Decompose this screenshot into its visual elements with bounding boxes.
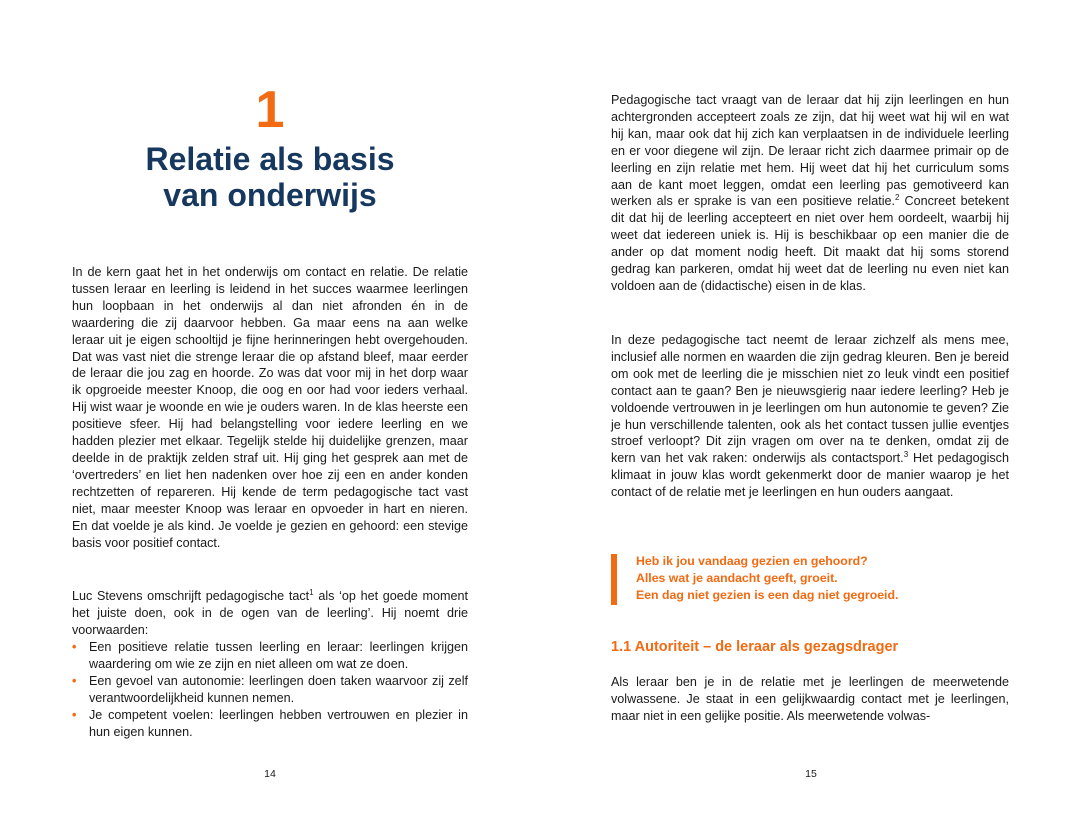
list-item (72, 639, 468, 673)
right-paragraph-2-text-a: In deze pedagogische tact neemt de leraar zichzelf als mens mee, inclusief alle normen en waarden die zijn gedrag kleuren. Ben je bereid om ook met de leerling die je misschien niet zo leuk vindt een positief contact aan te gaan? Ben je nieuwsgierig naar iedere leerling? Heb je voldoende vertrouwen in je leerlingen om hun autonomie te geven? Zie je hun verschillende talenten, ook als het contact tussen jullie eventjes stroef verloopt? Dit zijn vragen om over na te denken, omdat zij de kern van het vak raken: onderwijs als contactsport. (611, 333, 1009, 466)
right-paragraph-2-text-b: Het pedagogisch klimaat in jouw klas wordt gekenmerkt door de manier waarop je het contact of de relatie met je leerlingen en hun ouders aangaat. (611, 451, 1009, 500)
page-number-left: 14 (264, 768, 276, 780)
list-item (72, 707, 468, 741)
bullet-icon: • (72, 640, 77, 654)
right-paragraph-2 (611, 332, 1009, 501)
footnote-ref-1: 1 (309, 587, 314, 597)
list-item (72, 673, 468, 707)
right-paragraph-1-text-a: Pedagogische tact vraagt van de leraar dat hij zijn leerlingen en hun achtergronden accepteert zoals ze zijn, dat hij weet wat hij wil en wat hij kan, maar ook dat hij zich kan verplaatsen in de individuele leerling en er voor diegene wil zijn. De leraar richt zich daarmee primair op de leerling en zijn relatie met hem. Hij weet dat hij het curriculum soms aan de kant moet leggen, omdat een leerling pas gemotiveerd kan werken als er sprake is van een positieve relatie. (611, 93, 1009, 209)
footnote-ref-3: 3 (903, 450, 909, 460)
bullet-icon: • (72, 707, 77, 722)
quote-line: Heb ik jou vandaag gezien en gehoord? (636, 554, 868, 568)
left-paragraph-1: In de kern gaat het in het onderwijs om contact en relatie. De relatie tussen leraar en leerling is leidend in het succes waarmee leerlingen hun loopbaan in het onderwijs al dan niet afronden én in de waardering die zij daarvoor hebben. Ga maar eens na aan welke leraar uit je eigen schooltijd je fijne herinneringen hebt overgehouden. Dat was vast niet die strenge leraar die op afstand bleef, maar eerder de leraar die jou zag en hoorde. Zo was dat voor mij in het dorp waar ik opgroeide meester Knoop, die oog en oor had voor ieders verhaal. Hij wist waar je woonde en wie je ouders waren. In de klas heerste een positieve sfeer. Hij had belangstelling voor iedere leerling en we hadden plezier met elkaar. Tegelijk stelde hij duidelijke grenzen, maar deelde in de praktijk zelden straf uit. Hij ging het gesprek aan met de ‘overtreders’ en liet hen nadenken over hoe zij een en ander konden rechtzetten of repareren. Hij kende de term pedagogische tact vast niet, maar meester Knoop was leraar en opvoeder in hart en nieren. En dat voelde je als kind. Je voelde je gezien en gehoord: een stevige basis voor positief contact. (72, 265, 468, 550)
left-paragraph-2 (72, 588, 468, 639)
page-number-right: 15 (805, 768, 817, 780)
chapter-title-line-2: van onderwijs (163, 177, 377, 213)
list-item-text: Een gevoel van autonomie: leerlingen doen taken waarvoor zij zelf verantwoordelijkheid kunnen nemen. (89, 673, 468, 705)
quote-line: Een dag niet gezien is een dag niet gegroeid. (636, 588, 899, 603)
section-heading: 1.1 Autoriteit – de leraar als gezagsdrager (611, 639, 899, 655)
highlight-quote (611, 553, 1009, 605)
list-item-text: Je competent voelen: leerlingen hebben vertrouwen en plezier in hun eigen kunnen. (89, 707, 468, 739)
list-item-text: Een positieve relatie tussen leerling en leraar: leerlingen krijgen waardering om wie ze zijn en niet alleen om wat ze doen. (89, 640, 468, 671)
quote-text (636, 553, 898, 605)
right-paragraph-3: Als leraar ben je in de relatie met je leerlingen de meerwetende volwassene. Je staat in een gelijkwaardig contact met je leerlingen, maar niet in een gelijke positie. Als meerwetende volwas- (611, 675, 1009, 723)
right-paragraph-1 (611, 92, 1009, 295)
right-paragraph-1-text-b: Concreet betekent dit dat hij de leerling accepteert en niet over hem oordeelt, waarbij hij weet dat iedereen uniek is. Hij is beschikbaar op een manier die de ander op dat moment nodig heeft. Dit maakt dat hij soms storend gedrag kan parkeren, omdat hij weet dat de leerling nu even niet kan voldoen aan de (didactische) eisen in de klas. (611, 194, 1009, 293)
quote-line: Alles wat je aandacht geeft, groeit. (636, 571, 838, 586)
conditions-list (72, 639, 468, 740)
chapter-number: 1 (255, 81, 285, 139)
left-paragraph-2-text-b: als ‘op het goede moment het juiste doen, ook in de ogen van de leerling’. Hij noemt drie voorwaarden: (72, 589, 468, 637)
chapter-title-line-1: Relatie als basis (145, 141, 395, 177)
chapter-title (72, 141, 468, 213)
quote-accent-bar (611, 554, 617, 605)
right-page (539, 0, 1078, 827)
footnote-ref-2: 2 (895, 193, 900, 203)
bullet-icon: • (72, 673, 77, 688)
left-paragraph-2-text-a: Luc Stevens omschrijft pedagogische tact (72, 589, 310, 603)
